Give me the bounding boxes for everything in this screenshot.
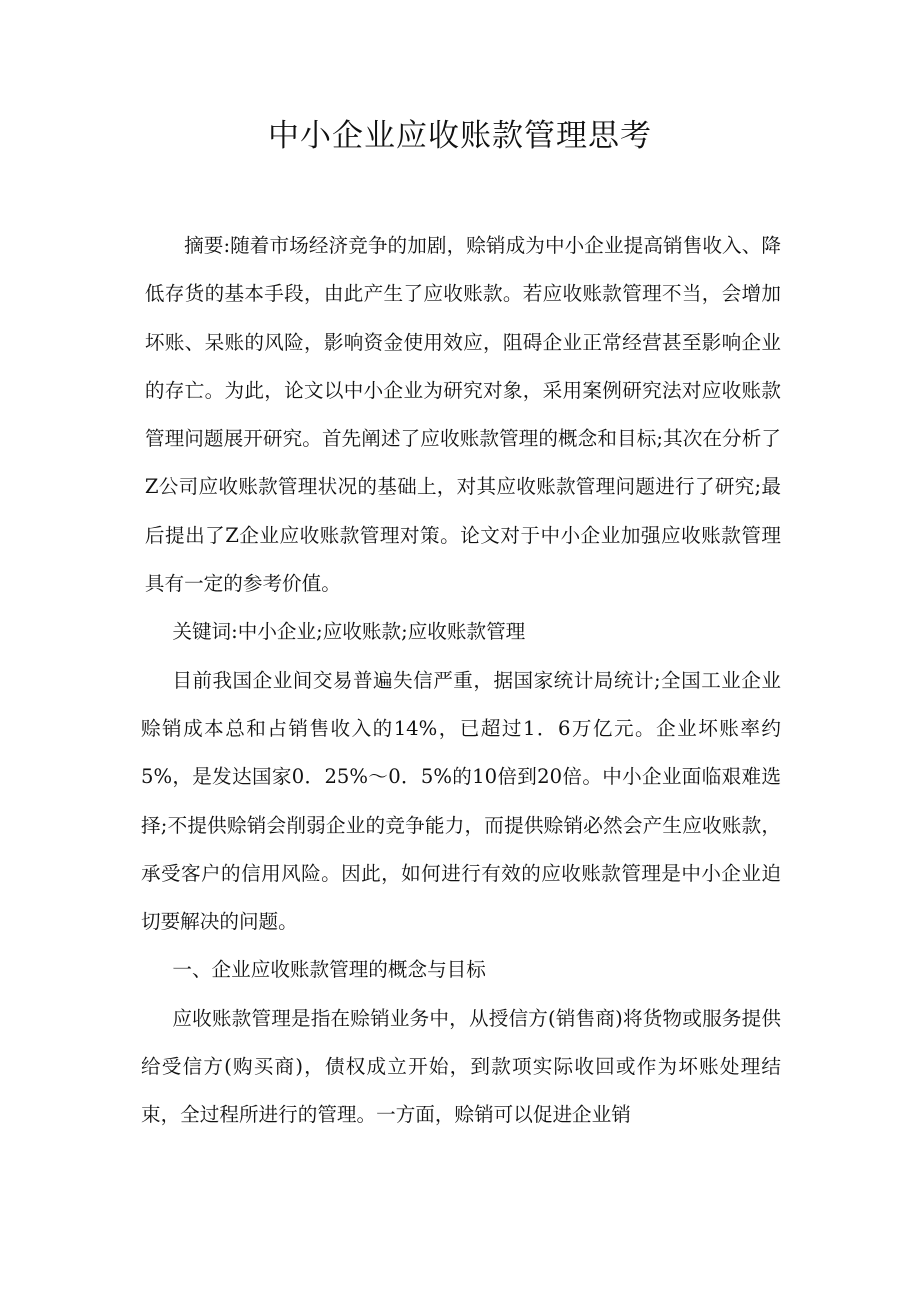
section-heading-1: 一、企业应收账款管理的概念与目标 xyxy=(172,958,486,982)
document-title: 中小企业应收账款管理思考 xyxy=(268,118,652,154)
keywords-paragraph: 关键词:中小企业;应收账款;应收账款管理 xyxy=(172,620,526,644)
body-paragraph-1: 目前我国企业间交易普遍失信严重，据国家统计局统计;全国工业企业赊销成本总和占销售收入的14%，已超过1．6万亿元。企业坏账率约5%，是发达国家0．25%～0．5%的10倍到20倍。中小企业面临艰难选择;不提供赊销会削弱企业的竞争能力，而提供赊销必然会产生应收账款，承受客户的信用风险。因此，如何进行有效的应收账款管理是中小企业迫切要解决的问题。 xyxy=(141,668,781,934)
body-paragraph-2: 应收账款管理是指在赊销业务中，从授信方(销售商)将货物或服务提供给受信方(购买商)，债权成立开始，到款项实际收回或作为坏账处理结束，全过程所进行的管理。一方面，赊销可以促进企业销 xyxy=(141,1006,781,1127)
document-body xyxy=(141,222,781,1140)
abstract-paragraph: 摘要:随着市场经济竞争的加剧，赊销成为中小企业提高销售收入、降低存货的基本手段，由此产生了应收账款。若应收账款管理不当，会增加坏账、呆账的风险，影响资金使用效应，阻碍企业正常经营甚至影响企业的存亡。为此，论文以中小企业为研究对象，采用案例研究法对应收账款管理问题展开研究。首先阐述了应收账款管理的概念和目标;其次在分析了Z公司应收账款管理状况的基础上，对其应收账款管理问题进行了研究;最后提出了Z企业应收账款管理对策。论文对于中小企业加强应收账款管理具有一定的参考价值。 xyxy=(144,234,781,596)
